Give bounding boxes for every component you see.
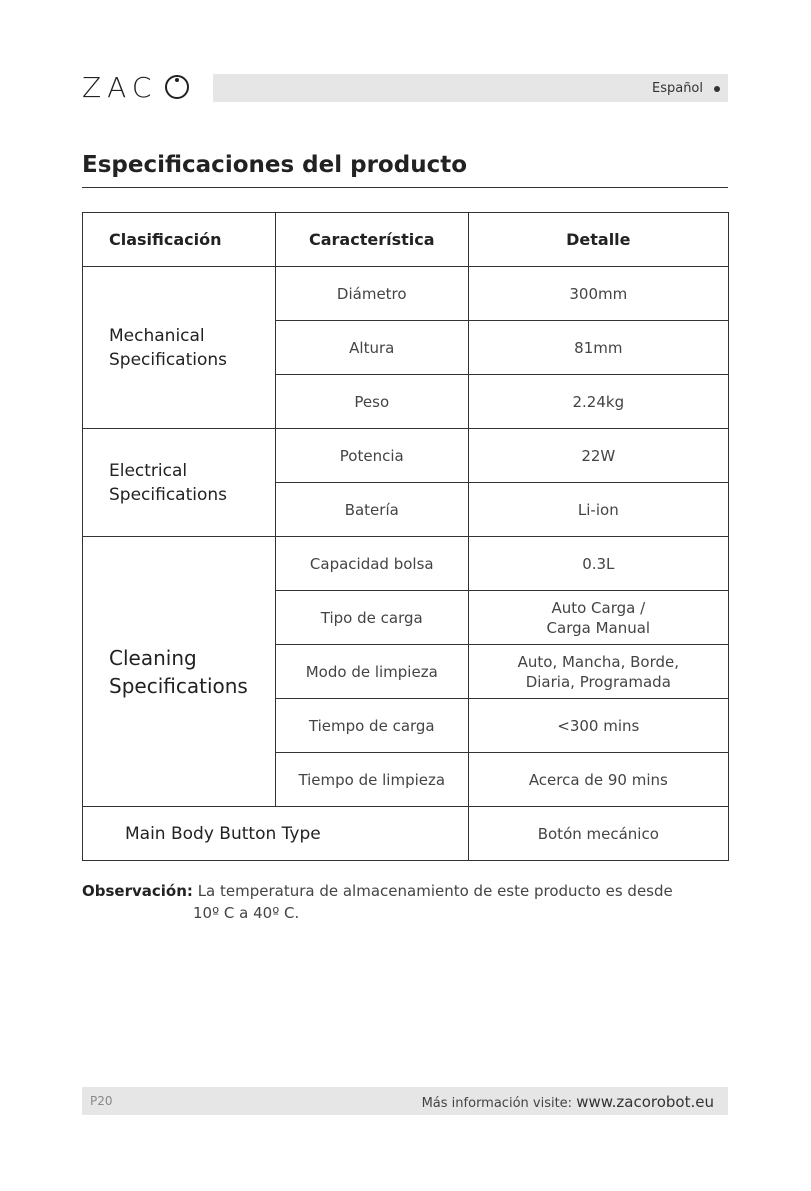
- more-info: [422, 1093, 714, 1111]
- feature-cell: Tiempo de carga: [275, 699, 468, 753]
- table-row: [83, 267, 729, 321]
- detail-cell: 2.24kg: [468, 375, 728, 429]
- category-mechanical: Mechanical Specifications: [83, 267, 276, 429]
- table-row: [83, 429, 729, 483]
- detail-cell: 0.3L: [468, 537, 728, 591]
- category-electrical: Electrical Specifications: [83, 429, 276, 537]
- feature-cell: Capacidad bolsa: [275, 537, 468, 591]
- feature-cell: Altura: [275, 321, 468, 375]
- logo-o-icon: [164, 74, 190, 100]
- page-title: Especificaciones del producto: [82, 152, 468, 178]
- feature-cell: Tiempo de limpieza: [275, 753, 468, 807]
- feature-cell: Batería: [275, 483, 468, 537]
- note-label: Observación:: [82, 882, 193, 900]
- table-row: [83, 807, 729, 861]
- footer-bar: [82, 1087, 728, 1115]
- detail-cell: <300 mins: [468, 699, 728, 753]
- main-body-label: Main Body Button Type: [83, 807, 469, 861]
- table-row: [83, 537, 729, 591]
- table-header-row: [83, 213, 729, 267]
- category-cleaning: Cleaning Specifications: [83, 537, 276, 807]
- feature-cell: Peso: [275, 375, 468, 429]
- note-text-line1: La temperatura de almacenamiento de este producto es desde: [197, 882, 673, 900]
- detail-cell: Auto, Mancha, Borde, Diaria, Programada: [468, 645, 728, 699]
- page-number: P20: [90, 1094, 113, 1108]
- main-body-detail: Botón mecánico: [468, 807, 728, 861]
- language-bar: [213, 74, 728, 102]
- feature-cell: Tipo de carga: [275, 591, 468, 645]
- header-classification: Clasificación: [83, 213, 276, 267]
- spec-table: [82, 212, 729, 861]
- detail-cell: 81mm: [468, 321, 728, 375]
- website-link[interactable]: www.zacorobot.eu: [576, 1093, 714, 1111]
- language-dot-icon: [714, 86, 720, 92]
- feature-cell: Modo de limpieza: [275, 645, 468, 699]
- brand-logo: [82, 72, 192, 104]
- language-label: Español: [651, 81, 703, 96]
- detail-cell: Li-ion: [468, 483, 728, 537]
- brand-wordmark: ZAC: [82, 71, 158, 104]
- storage-note: [82, 880, 722, 922]
- feature-cell: Diámetro: [275, 267, 468, 321]
- title-divider: [82, 187, 728, 188]
- more-info-label: Más información visite:: [421, 1096, 573, 1111]
- detail-cell: 300mm: [468, 267, 728, 321]
- detail-cell: Acerca de 90 mins: [468, 753, 728, 807]
- header-detail: Detalle: [468, 213, 728, 267]
- feature-cell: Potencia: [275, 429, 468, 483]
- header-feature: Característica: [275, 213, 468, 267]
- detail-cell: Auto Carga / Carga Manual: [468, 591, 728, 645]
- detail-cell: 22W: [468, 429, 728, 483]
- note-text-line2: 10º C a 40º C.: [193, 904, 300, 922]
